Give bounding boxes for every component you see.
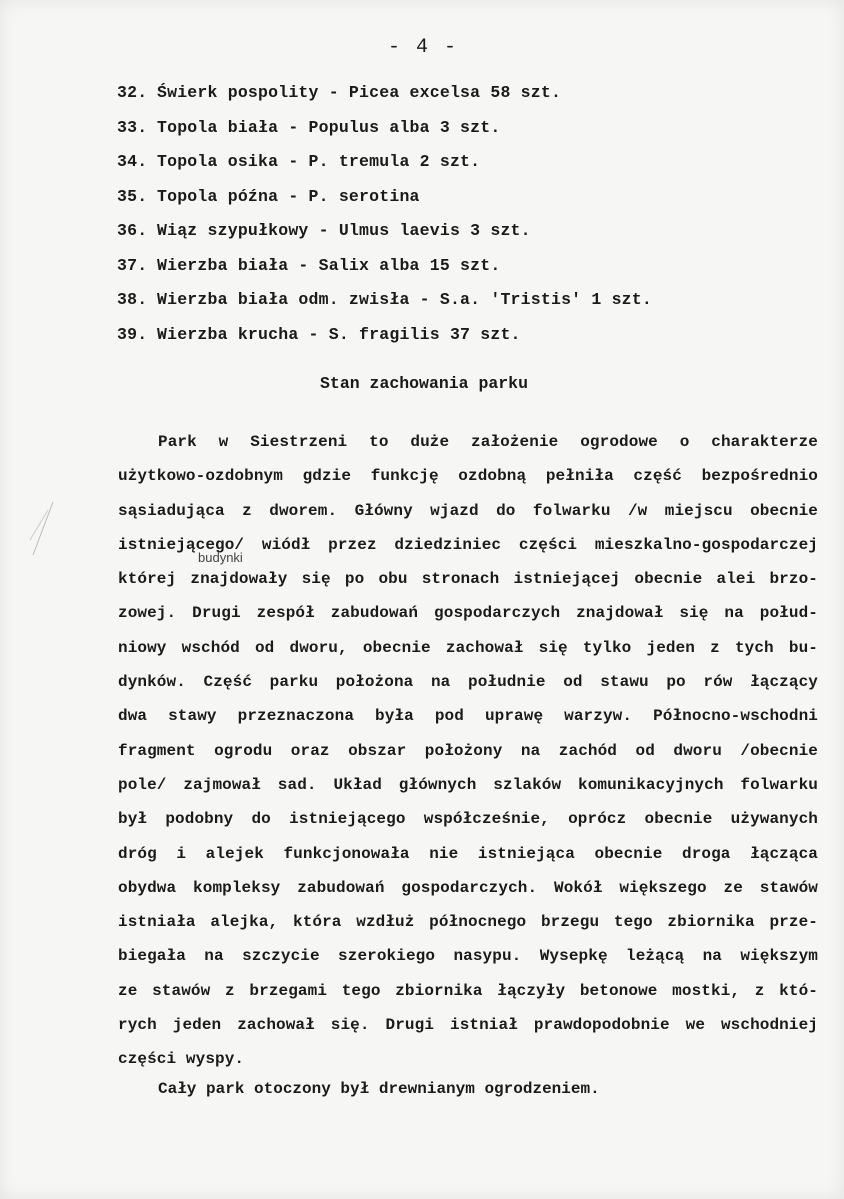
paragraph-line: obydwa kompleksy zabudowań gospodarczych. Wokół większego ze stawów: [118, 878, 818, 897]
list-item: [117, 318, 652, 353]
list-item-number: 38.: [117, 290, 148, 309]
paragraph-line: Park w Siestrzeni to duże założenie ogrodowe o charakterze: [158, 433, 818, 451]
handwritten-insert: budynki: [198, 550, 243, 565]
list-item-number: 36.: [117, 221, 148, 240]
paragraph-line: istniejącego/ wiódł przez dziedziniec części mieszkalno-gospodarczej: [118, 535, 818, 554]
species-list: [117, 76, 652, 352]
paragraph-line: której znajdowały się po obu stronach istniejącej obecnie alei brzo-: [118, 570, 818, 589]
paragraph-line: części wyspy.: [118, 1050, 245, 1069]
paragraph-line: rych jeden zachował się. Drugi istniał prawdopodobnie we wschodniej: [118, 1016, 818, 1035]
list-item-text: Wierzba biała odm. zwisła - S.a. 'Tristis' 1 szt.: [157, 290, 652, 309]
list-item: [117, 214, 652, 249]
list-item-text: Topola osika - P. tremula 2 szt.: [157, 152, 481, 171]
list-item-number: 32.: [117, 83, 148, 102]
list-item-number: 39.: [117, 324, 148, 344]
paragraph-line: dwa stawy przeznaczona była pod uprawę warzyw. Północno-wschodni: [118, 707, 818, 726]
list-item-number: 33.: [117, 117, 148, 137]
list-item-text: Świerk pospolity - Picea excelsa 58 szt.: [157, 83, 562, 102]
list-item: [117, 180, 652, 215]
paragraph-line: biegała na szczycie szerokiego nasypu. Wysepkę leżącą na większym: [118, 947, 818, 966]
body-paragraph: [118, 425, 818, 1077]
section-heading-text: Stan zachowania parku: [320, 374, 528, 393]
list-item-number: 35.: [117, 186, 148, 206]
paragraph-line: dróg i alejek funkcjonowała nie istniejąca obecnie droga łącząca: [118, 844, 818, 863]
page-number: - 4 -: [388, 36, 459, 59]
paragraph-line: niowy wschód od dworu, obecnie zachował się tylko jeden z tych bu-: [118, 638, 818, 657]
list-item-text: Wierzba krucha - S. fragilis 37 szt.: [157, 324, 521, 344]
paragraph-line: ze stawów z brzegami tego zbiornika łączyły betonowe mostki, z któ-: [118, 981, 818, 1000]
paragraph-line: zowej. Drugi zespół zabudowań gospodarczych znajdował się na połud-: [118, 604, 818, 623]
list-item-text: Topola późna - P. serotina: [157, 186, 420, 206]
closing-sentence: Cały park otoczony był drewnianym ogrodzeniem.: [158, 1080, 600, 1098]
paragraph-line: sąsiadująca z dworem. Główny wjazd do folwarku /w miejscu obecnie: [118, 501, 818, 520]
paragraph-line: użytkowo-ozdobnym gdzie funkcję ozdobną pełniła część bezpośrednio: [118, 467, 818, 486]
list-item: [117, 111, 652, 146]
list-item-number: 34.: [117, 152, 148, 171]
paragraph-line: istniała alejka, która wzdłuż północnego brzegu tego zbiornika prze-: [118, 913, 818, 932]
paragraph-line: fragment ogrodu oraz obszar położony na zachód od dworu /obecnie: [118, 741, 818, 760]
paragraph-line: dynków. Część parku położona na południe od stawu po rów łączący: [118, 673, 818, 692]
list-item-text: Topola biała - Populus alba 3 szt.: [157, 117, 501, 137]
list-item-number: 37.: [117, 255, 148, 275]
list-item: [117, 249, 652, 284]
section-heading: [0, 374, 844, 393]
list-item-text: Wierzba biała - Salix alba 15 szt.: [157, 255, 501, 275]
list-item: [117, 283, 652, 318]
paragraph-line: był podobny do istniejącego współcześnie, oprócz obecnie używanych: [118, 810, 818, 829]
list-item: [117, 145, 652, 180]
margin-pencil-mark: [28, 500, 58, 560]
list-item: [117, 76, 652, 111]
paragraph-line: pole/ zajmował sad. Układ głównych szlaków komunikacyjnych folwarku: [118, 775, 818, 794]
list-item-text: Wiąz szypułkowy - Ulmus laevis 3 szt.: [157, 221, 531, 240]
